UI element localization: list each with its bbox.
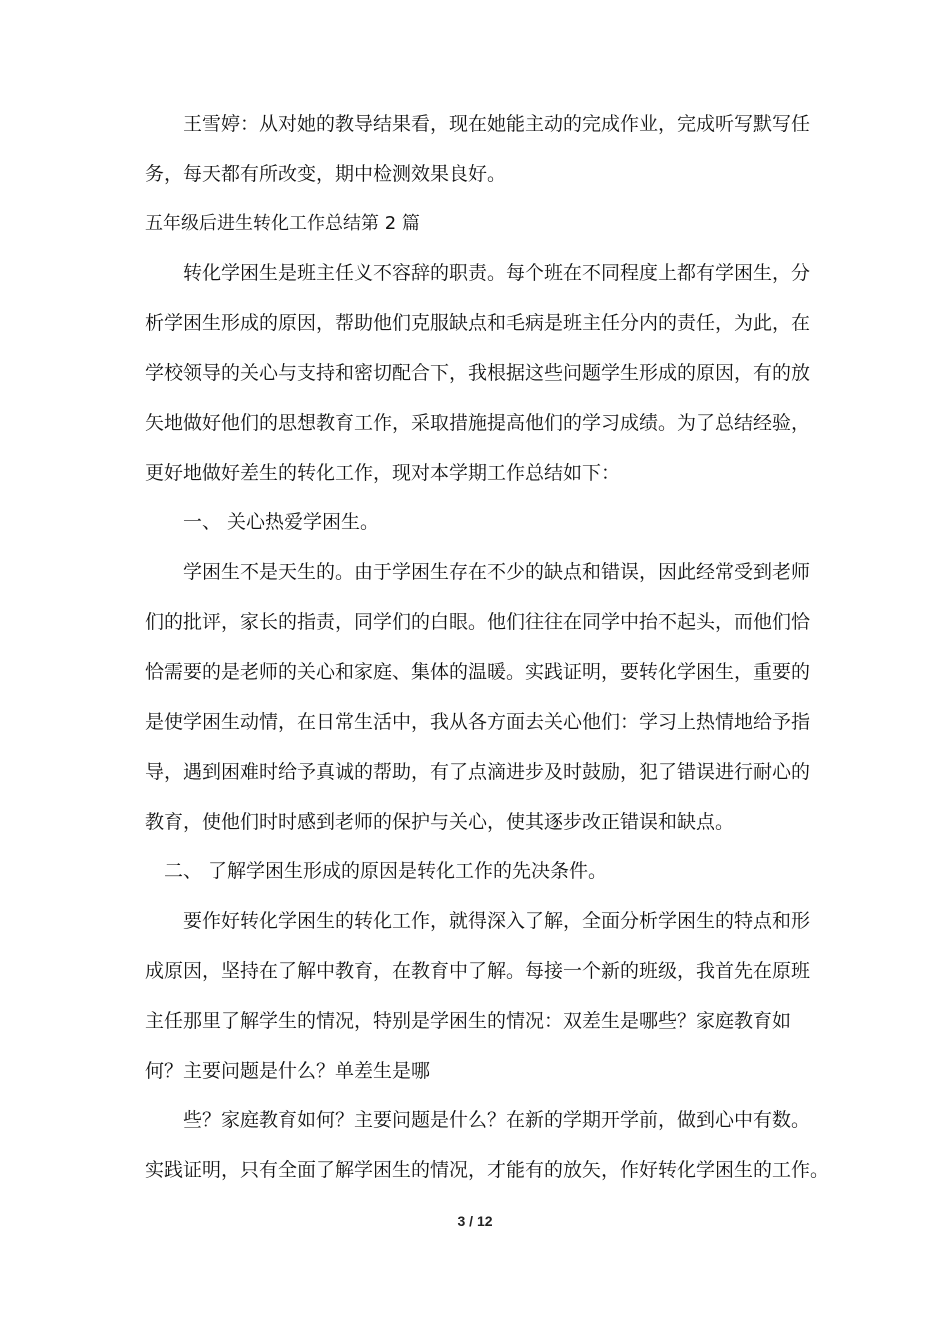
- page-number: 3 / 12: [457, 1213, 493, 1229]
- paragraph-line: 更好地做好差生的转化工作，现对本学期工作总结如下：: [145, 462, 621, 484]
- paragraph-line: 们的批评，家长的指责，同学们的白眼。他们往往在同学中抬不起头，而他们恰: [145, 611, 811, 633]
- paragraph-line: 教育，使他们时时感到老师的保护与关心，使其逐步改正错误和缺点。: [145, 811, 735, 833]
- paragraph-line: 转化学困生是班主任义不容辞的职责。每个班在不同程度上都有学困生，分: [145, 262, 811, 284]
- paragraph-line: 主任那里了解学生的情况，特别是学困生的情况：双差生是哪些？家庭教育如: [145, 1010, 792, 1032]
- section-heading: 一、 关心热爱学困生。: [145, 511, 380, 533]
- paragraph-line: 恰需要的是老师的关心和家庭、集体的温暖。实践证明，要转化学困生，重要的: [145, 661, 811, 683]
- paragraph-line: 成原因，坚持在了解中教育，在教育中了解。每接一个新的班级，我首先在原班: [145, 960, 811, 982]
- paragraph-line: 学校领导的关心与支持和密切配合下，我根据这些问题学生形成的原因，有的放: [145, 362, 811, 384]
- paragraph-line: 导，遇到困难时给予真诚的帮助，有了点滴进步及时鼓励，犯了错误进行耐心的: [145, 761, 811, 783]
- paragraph-line: 何？主要问题是什么？单差生是哪: [145, 1060, 431, 1082]
- paragraph-line: 些？家庭教育如何？主要问题是什么？在新的学期开学前，做到心中有数。: [145, 1109, 811, 1131]
- paragraph-line: 实践证明，只有全面了解学困生的情况，才能有的放矢，作好转化学困生的工作。: [145, 1159, 830, 1181]
- paragraph-line: 学困生不是天生的。由于学困生存在不少的缺点和错误，因此经常受到老师: [145, 561, 811, 583]
- paragraph-line: 矢地做好他们的思想教育工作，采取措施提高他们的学习成绩。为了总结经验，: [145, 412, 811, 434]
- section-title: 五年级后进生转化工作总结第 2 篇: [145, 213, 420, 234]
- section-heading: 二、 了解学困生形成的原因是转化工作的先决条件。: [145, 860, 608, 882]
- paragraph-line: 是使学困生动情，在日常生活中，我从各方面去关心他们：学习上热情地给予指: [145, 711, 811, 733]
- paragraph-line: 要作好转化学困生的转化工作，就得深入了解，全面分析学困生的特点和形: [145, 910, 811, 932]
- paragraph-line: 务，每天都有所改变，期中检测效果良好。: [145, 163, 507, 185]
- paragraph-line: 析学困生形成的原因，帮助他们克服缺点和毛病是班主任分内的责任，为此，在: [145, 312, 811, 334]
- paragraph-line: 王雪婷：从对她的教导结果看，现在她能主动的完成作业，完成听写默写任: [145, 113, 811, 135]
